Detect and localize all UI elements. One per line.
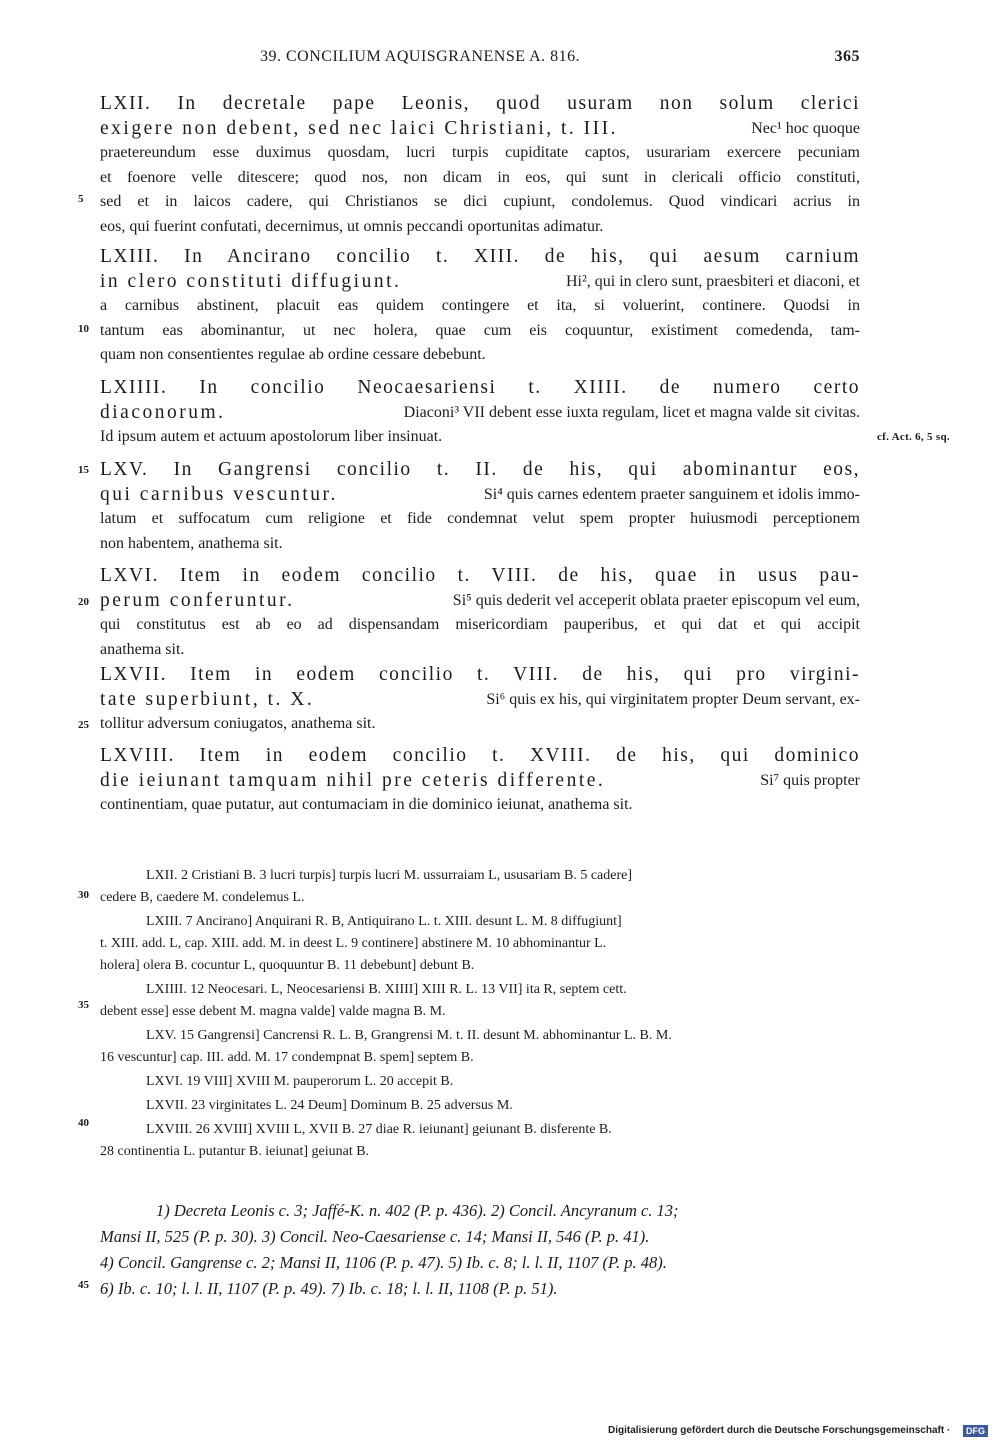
chapter-line: [100, 589, 860, 614]
line-number-10: 10: [78, 323, 89, 335]
line-number-25: 25: [78, 719, 89, 731]
running-header: [100, 48, 860, 72]
line-number-20: 20: [78, 596, 89, 608]
chapter-heading-cont: diaconorum.: [100, 401, 226, 423]
chapter-text: Id ipsum autem et actuum apostolorum liber insinuat.: [100, 428, 443, 445]
apparatus-entry: LXIII. 7 Ancirano] Anquirani R. B, Antiquirano L. t. XIII. desunt L. M. 8 diffugiunt]: [146, 914, 622, 929]
line-number-35: 35: [78, 999, 89, 1011]
running-title: 39. CONCILIUM AQUISGRANENSE A. 816.: [260, 48, 581, 65]
footnote-line: Mansi II, 525 (P. p. 30). 3) Concil. Neo-Caesariense c. 14; Mansi II, 546 (P. p. 41).: [100, 1227, 650, 1246]
chapter-line: [100, 270, 860, 295]
critical-apparatus: [100, 865, 860, 1163]
chapter-text: Si⁴ quis carnes edentem praeter sanguinem et idolis immo-: [483, 485, 860, 503]
chapter-text: quam non consentientes regulae ab ordine cessare debebunt.: [100, 346, 486, 363]
chapter-heading-cont: exigere non debent, sed nec laici Christiani, t. III.: [100, 117, 619, 139]
apparatus-entry: 28 continentia L. putantur B. ieiunat] geiunat B.: [100, 1144, 370, 1159]
chapter-text: Hi², qui in clero sunt, praesbiteri et diaconi, et: [565, 272, 860, 290]
apparatus-entry: LXII. 2 Cristiani B. 3 lucri turpis] turpis lucri M. ussurraiam L, ususariam B. 5 cadere]: [146, 868, 633, 883]
chapter-heading: LXII. In decretale pape Leonis, quod usuram non solum clerici: [100, 93, 860, 114]
line-number-30: 30: [78, 889, 89, 901]
chapter-text: Diaconi³ VII debent esse iuxta regulam, licet et magna valde sit civitas.: [403, 403, 860, 421]
chapter-lxiiii: [100, 376, 860, 450]
chapter-lxii: [100, 92, 860, 239]
apparatus-entry: LXV. 15 Gangrensi] Cancrensi R. L. B, Grangrensi M. t. II. desunt M. abhominantur L. B. M.: [146, 1028, 672, 1043]
chapter-text: Si⁵ quis dederit vel acceperit oblata praeter episcopum vel eum,: [452, 591, 860, 609]
chapter-line: [100, 688, 860, 713]
chapter-text: qui constitutus est ab eo ad dispensandam misericordiam pauperibus, et qui dat et qui accipit: [100, 616, 860, 633]
chapter-text: et foenore velle ditescere; quod nos, non dicam in eos, qui sunt in clericali officio constituti,: [100, 168, 860, 186]
line-number-45: 45: [78, 1279, 89, 1291]
chapter-line: [100, 117, 860, 142]
footnote-line: 1) Decreta Leonis c. 3; Jaffé-K. n. 402 (P. p. 436). 2) Concil. Ancyranum c. 13;: [156, 1201, 679, 1220]
chapter-text: Si⁶ quis ex his, qui virginitatem propter Deum servant, ex-: [486, 690, 860, 708]
chapter-line: [100, 769, 860, 794]
apparatus-entry: debent esse] esse debent M. magna valde] valde magna B. M.: [100, 1004, 446, 1019]
chapter-heading: LXVII. Item in eodem concilio t. VIII. de his, qui pro virgini-: [100, 664, 860, 685]
line-number-40: 40: [78, 1117, 89, 1129]
chapter-text: non habentem, anathema sit.: [100, 534, 283, 552]
chapter-heading: LXIII. In Ancirano concilio t. XIII. de his, qui aesum carnium: [100, 246, 860, 267]
chapter-heading: LXV. In Gangrensi concilio t. II. de his, qui abominantur eos,: [100, 459, 860, 480]
chapter-text: tollitur adversum coniugatos, anathema sit.: [100, 715, 376, 732]
chapter-lxvii: [100, 663, 860, 737]
chapter-text: anathema sit.: [100, 640, 185, 658]
chapter-heading-cont: in clero constituti diffugiunt.: [100, 270, 402, 292]
chapter-lxv: [100, 458, 860, 556]
apparatus-entry: LXIIII. 12 Neocesari. L, Neocesariensi B. XIIII] XIII R. L. 13 VII] ita R, septem cett.: [146, 982, 627, 997]
chapter-heading-cont: die ieiunant tamquam nihil pre ceteris differente.: [100, 769, 606, 791]
apparatus-entry: 16 vescuntur] cap. III. add. M. 17 condempnat B. spem] septem B.: [100, 1050, 474, 1065]
chapter-text: tantum eas abominantur, ut nec holera, quae cum eis coquuntur, existiment comedenda, tam-: [100, 321, 860, 339]
chapter-text: Nec¹ hoc quoque: [751, 119, 860, 137]
apparatus-entry: LXVIII. 26 XVIII] XVIII L, XVII B. 27 diae R. ieiunant] geiunant B. disferente B.: [146, 1122, 612, 1137]
chapter-lxiii: [100, 245, 860, 368]
chapter-text: eos, qui fuerint confutati, decernimus, ut omnis peccandi oportunitas adimatur.: [100, 217, 604, 235]
apparatus-entry: t. XIII. add. L, cap. XIII. add. M. in deest L. 9 continere] abstinere M. 10 abhominantur L.: [100, 936, 607, 951]
chapter-heading: LXIIII. In concilio Neocaesariensi t. XIIII. de numero certo: [100, 377, 860, 398]
apparatus-entry: LXVI. 19 VIII] XVIII M. pauperorum L. 20 accepit B.: [146, 1074, 454, 1089]
chapter-text: praetereundum esse duximus quosdam, lucri turpis cupiditate captos, usurariam exercere pecuniam: [100, 144, 860, 161]
chapter-line: [100, 483, 860, 508]
chapter-text: a carnibus abstinent, placuit eas quidem contingere et ita, si voluerint, continere. Quodsi in: [100, 297, 860, 314]
chapter-text: sed et in laicos cadere, qui Christianos se dici cupiunt, condolemus. Quod vindicari acrius in: [100, 193, 860, 210]
chapter-heading-cont: qui carnibus vescuntur.: [100, 483, 338, 505]
chapter-text: latum et suffocatum cum religione et fide condemnat velut spem propter huiusmodi perceptionem: [100, 510, 860, 527]
page-number: 365: [834, 48, 860, 65]
footnote-line: 4) Concil. Gangrense c. 2; Mansi II, 1106 (P. p. 47). 5) Ib. c. 8; l. l. II, 1107 (P. p. 48).: [100, 1253, 667, 1272]
chapter-text: Si⁷ quis propter: [760, 771, 860, 789]
chapter-heading-cont: perum conferuntur.: [100, 589, 295, 611]
margin-reference: cf. Act. 6, 5 sq.: [877, 431, 950, 443]
footnotes: [100, 1198, 860, 1302]
apparatus-entry: holera] olera B. cocuntur L, quoquuntur B. 11 debebunt] debunt B.: [100, 958, 475, 973]
apparatus-entry: LXVII. 23 virginitates L. 24 Deum] Dominum B. 25 adversus M.: [146, 1098, 513, 1113]
chapter-text: continentiam, quae putatur, aut contumaciam in die dominico ieiunat, anathema sit.: [100, 796, 633, 813]
footnote-line: 6) Ib. c. 10; l. l. II, 1107 (P. p. 49). 7) Ib. c. 18; l. l. II, 1108 (P. p. 51).: [100, 1279, 558, 1298]
chapter-heading: LXVIII. Item in eodem concilio t. XVIII. de his, qui dominico: [100, 745, 860, 766]
chapter-heading-cont: tate superbiunt, t. X.: [100, 688, 315, 710]
line-number-5: 5: [78, 193, 84, 205]
chapter-lxvi: [100, 564, 860, 662]
dfg-logo: DFG: [963, 1425, 988, 1437]
digitization-credit: Digitalisierung gefördert durch die Deutsche Forschungsgemeinschaft ·: [608, 1425, 951, 1436]
chapter-lxviii: [100, 744, 860, 818]
apparatus-entry: cedere B, caedere M. condelemus L.: [100, 890, 305, 905]
chapter-heading: LXVI. Item in eodem concilio t. VIII. de his, quae in usus pau-: [100, 565, 860, 586]
chapter-line: [100, 401, 860, 426]
line-number-15: 15: [78, 464, 89, 476]
